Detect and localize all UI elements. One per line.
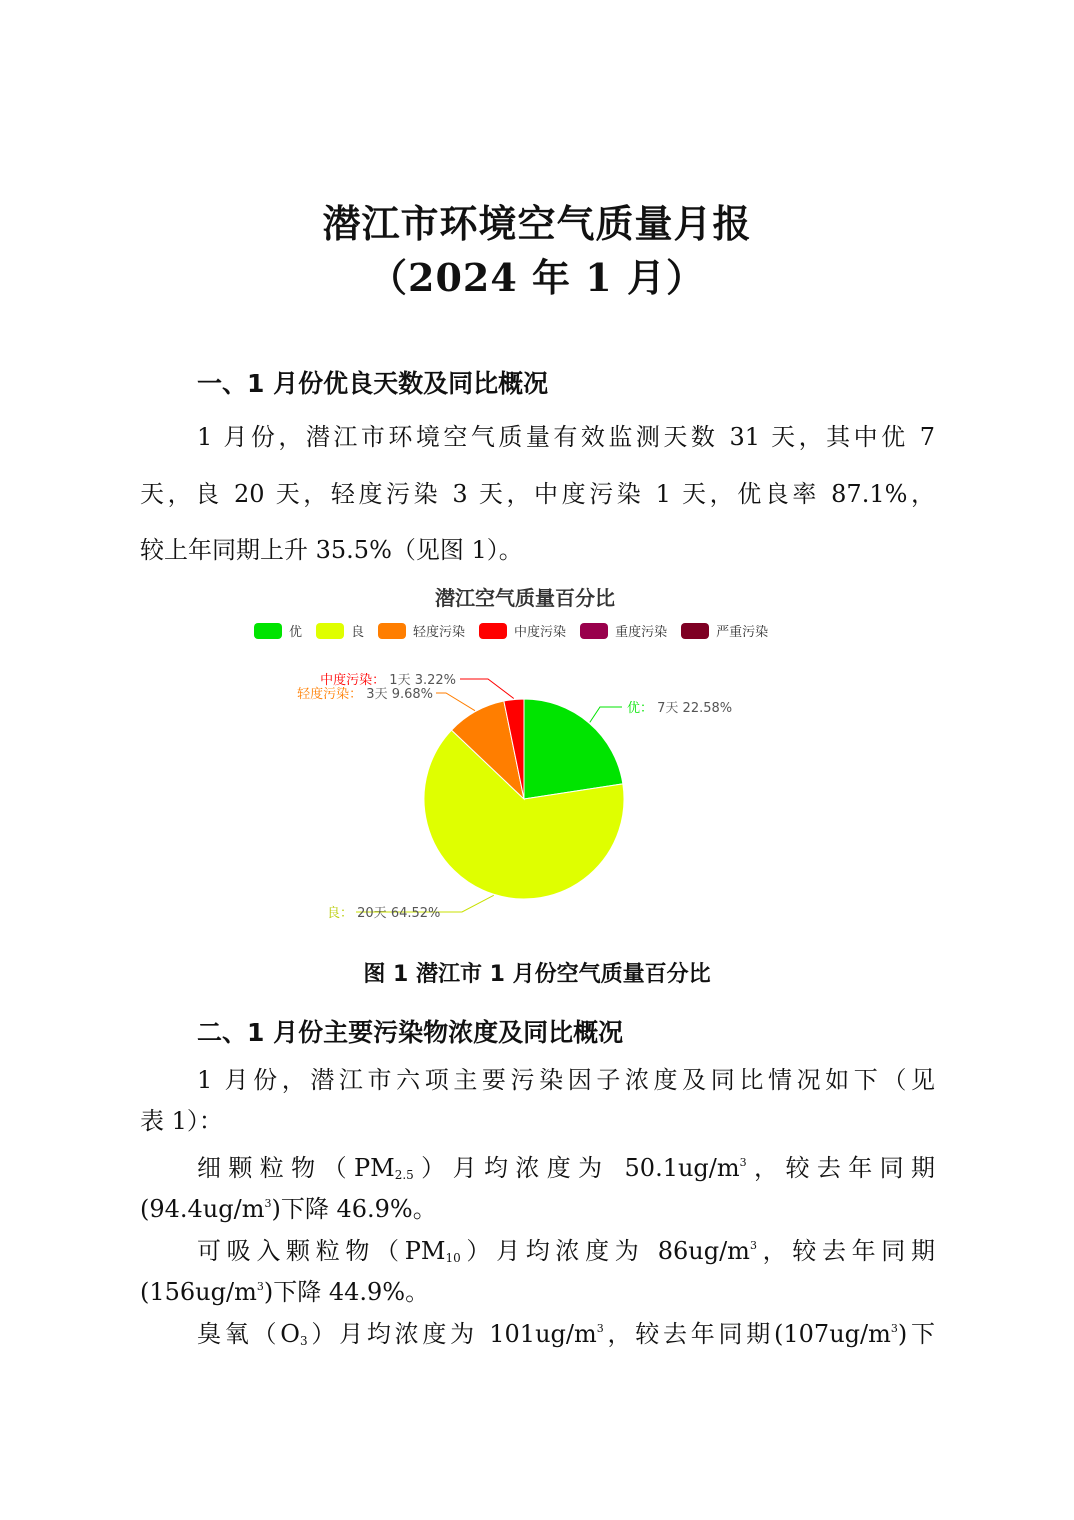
pm10-line-2: $(156ug/m^3)$下降 44.9%。 (140, 1278, 430, 1306)
figure-caption: 图 1 潜江市 1 月份空气质量百分比 (363, 962, 711, 987)
legend-label: 轻度污染 (413, 625, 466, 640)
legend-item-severe[interactable] (681, 621, 768, 640)
leader-line-2 (436, 693, 475, 711)
pm25-line-2: $(94.4ug/m^3)$下降 46.9%。 (140, 1195, 437, 1223)
slice-label-2: 轻度污染： 3天 9.68% (297, 687, 433, 702)
section2-intro-line-2: 表 1）： (140, 1107, 223, 1135)
chart-legend (254, 621, 782, 640)
legend-item-you[interactable] (254, 621, 302, 640)
leader-line-0 (590, 707, 622, 722)
legend-swatch (479, 623, 507, 639)
section1-line-1: 1 月份，潜江市环境空气质量有效监测天数 31 天，其中优 7 (197, 423, 935, 451)
report-title: 潜江市环境空气质量月报 (322, 201, 752, 246)
pm10-line-1: 可吸入颗粒物$(PM_{10})$月均浓度为 $86ug/m^3$，较去年同期 (197, 1237, 935, 1265)
section1-line-2: 天，良 20 天，轻度污染 3 天，中度污染 1 天，优良率 87.1%， (140, 480, 935, 508)
legend-label: 重度污染 (615, 625, 668, 640)
chart-title: 潜江空气质量百分比 (435, 586, 615, 610)
section1-line-3: 较上年同期上升 35.5%（见图 1）。 (140, 536, 523, 564)
legend-swatch (316, 623, 344, 639)
legend-label: 中度污染 (514, 625, 567, 640)
pie-slice-0[interactable] (524, 699, 623, 799)
legend-swatch (681, 623, 709, 639)
legend-label: 严重污染 (716, 625, 769, 640)
legend-item-liang[interactable] (316, 621, 364, 640)
slice-label-3: 中度污染： 1天 3.22% (320, 673, 456, 688)
slice-label-1: 良： 20天 64.52% (327, 906, 441, 921)
legend-swatch (378, 623, 406, 639)
report-subtitle: （2024 年 1 月） (369, 255, 705, 300)
slice-label-0: 优： 7天 22.58% (627, 701, 733, 716)
legend-label: 良 (351, 625, 365, 640)
pie-chart (0, 640, 1074, 940)
leader-line-3 (460, 679, 514, 699)
section2-heading: 二、1 月份主要污染物浓度及同比概况 (197, 1018, 624, 1047)
legend-item-light[interactable] (378, 621, 465, 640)
legend-swatch (254, 623, 282, 639)
section2-intro-line-1: 1 月份，潜江市六项主要污染因子浓度及同比情况如下（见 (197, 1066, 935, 1094)
legend-swatch (580, 623, 608, 639)
section1-heading: 一、1 月份优良天数及同比概况 (197, 369, 549, 398)
legend-item-moderate[interactable] (479, 621, 566, 640)
pm25-line-1: 细颗粒物$(PM_{2.5})$月均浓度为 $50.1ug/m^3$，较去年同期 (197, 1154, 936, 1182)
legend-label: 优 (289, 625, 303, 640)
o3-line-1: 臭氧$(O_3)$月均浓度为 $101ug/m^3$，较去年同期$(107ug/m^3)$下 (197, 1320, 935, 1348)
legend-item-heavy[interactable] (580, 621, 667, 640)
